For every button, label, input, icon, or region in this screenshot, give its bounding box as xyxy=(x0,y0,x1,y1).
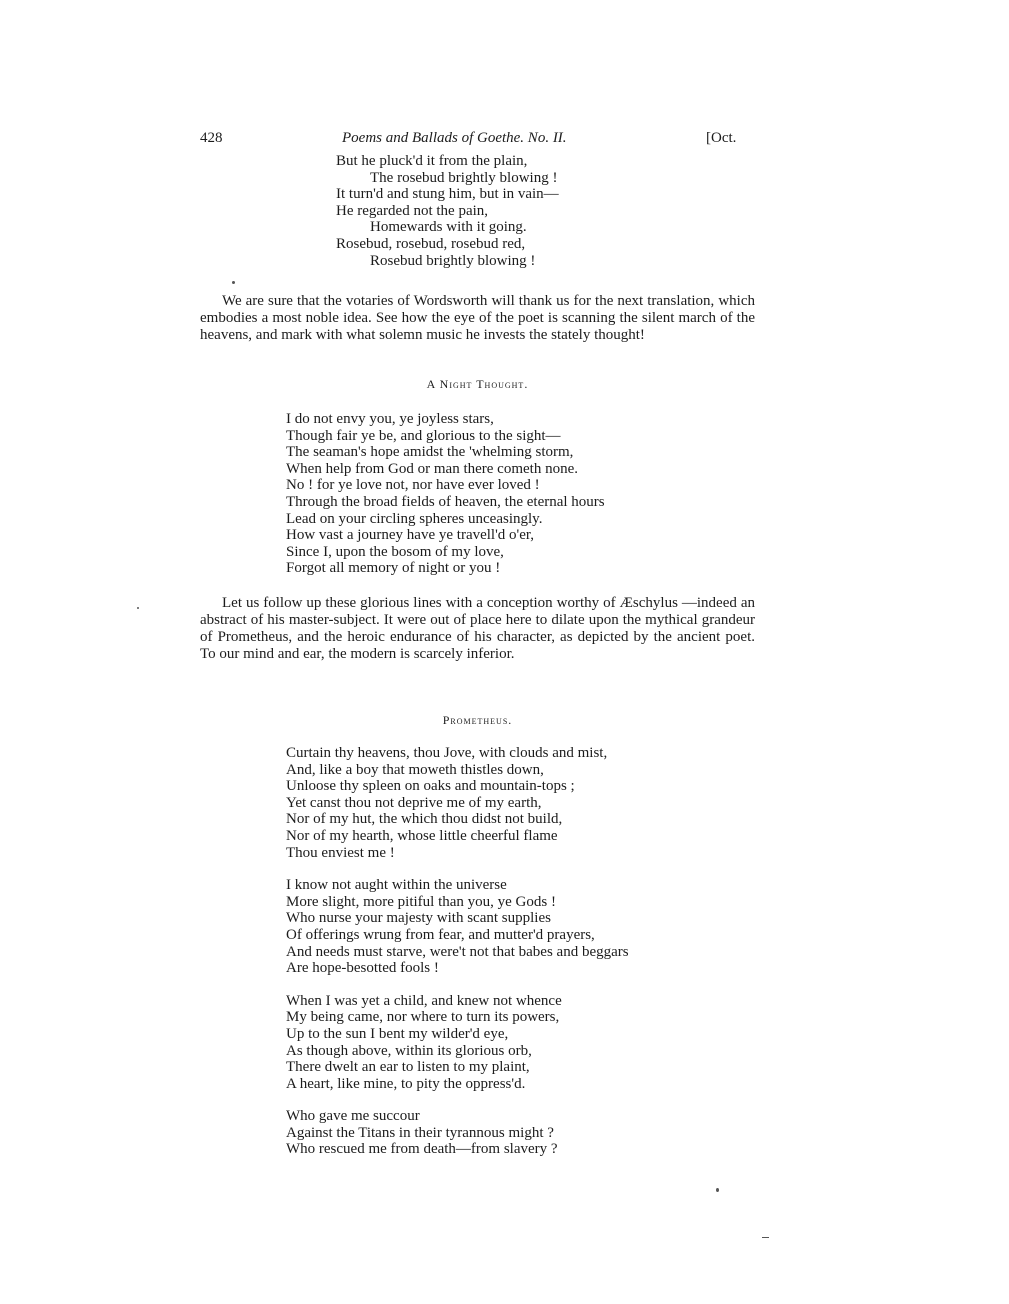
poem-stanza xyxy=(286,745,629,861)
poem-line: Since I, upon the bosom of my love, xyxy=(286,543,504,560)
poem-line: Unloose thy spleen on oaks and mountain-tops ; xyxy=(286,778,575,795)
poem-stanza xyxy=(286,1108,629,1158)
poem-line: Though fair ye be, and glorious to the sight— xyxy=(286,427,561,444)
poem-line: Nor of my hut, the which thou didst not build, xyxy=(286,811,563,828)
poem-line: How vast a journey have ye travell'd o'er, xyxy=(286,527,535,544)
poem-line: There dwelt an ear to listen to my plaint, xyxy=(286,1059,530,1076)
poem-line: Who rescued me from death—from slavery ? xyxy=(286,1141,558,1158)
poem-line: Rosebud, rosebud, rosebud red, xyxy=(336,235,526,252)
poem-line: Rosebud brightly blowing ! xyxy=(370,252,536,269)
poem-line: Curtain thy heavens, thou Jove, with clouds and mist, xyxy=(286,745,608,761)
poem-line: Against the Titans in their tyrannous might ? xyxy=(286,1124,554,1141)
rosebud-poem xyxy=(336,153,559,269)
poem-line: A heart, like mine, to pity the oppress'd. xyxy=(286,1075,526,1092)
paragraph-text: We are sure that the votaries of Wordsworth will thank us for the next translation, which embodies a most noble idea. See how the eye of the poet is scanning the silent march of the heavens, and mark with what solemn music he invests the stately thought! xyxy=(200,293,755,343)
poem-line: Are hope-besotted fools ! xyxy=(286,960,439,977)
poem-line: Forgot all memory of night or you ! xyxy=(286,560,501,577)
poem-stanza xyxy=(286,877,629,977)
print-speck xyxy=(232,281,235,284)
poem-line: It turn'd and stung him, but in vain— xyxy=(336,186,559,203)
night-thought-title: A Night Thought. xyxy=(426,377,529,391)
print-speck xyxy=(137,607,139,609)
night-thought-poem xyxy=(286,411,605,577)
poem-line: The seaman's hope amidst the 'whelming storm, xyxy=(286,444,574,461)
running-title: Poems and Ballads of Goethe. No. II. xyxy=(342,130,567,146)
poem-line: The rosebud brightly blowing ! xyxy=(370,169,558,186)
prometheus-title: Prometheus. xyxy=(442,713,513,727)
poem-line: Through the broad fields of heaven, the eternal hours xyxy=(286,493,605,510)
poem-line: More slight, more pitiful than you, ye Gods ! xyxy=(286,893,556,910)
poem-line: But he pluck'd it from the plain, xyxy=(336,153,528,169)
poem-line: I know not aught within the universe xyxy=(286,877,507,894)
poem-line: Thou enviest me ! xyxy=(286,844,395,861)
aeschylus-paragraph xyxy=(200,595,755,663)
print-speck xyxy=(716,1188,719,1192)
poem-line: I do not envy you, ye joyless stars, xyxy=(286,411,494,427)
intro-paragraph xyxy=(200,293,755,344)
page-number: 428 xyxy=(200,130,223,146)
poem-line: Homewards with it going. xyxy=(370,219,527,236)
poem-line: When help from God or man there cometh none. xyxy=(286,460,578,477)
poem-line: Who nurse your majesty with scant supplies xyxy=(286,910,551,927)
poem-line: Yet canst thou not deprive me of my earth, xyxy=(286,794,542,811)
paragraph-text: Let us follow up these glorious lines with a conception worthy of Æschylus —indeed an abstract of his master-subject. It were out of place here to dilate upon the mythical grandeur of Prometheus, and the heroic endurance of his character, as depicted by the ancient poet. To our mind and ear, the modern is scarcely inferior. xyxy=(200,595,755,662)
running-month: [Oct. xyxy=(706,130,737,146)
poem-line: My being came, nor where to turn its powers, xyxy=(286,1009,560,1026)
poem-line: Who gave me succour xyxy=(286,1108,420,1125)
poem-line: As though above, within its glorious orb, xyxy=(286,1042,532,1059)
poem-line: Lead on your circling spheres unceasingly. xyxy=(286,510,543,527)
prometheus-poem xyxy=(286,745,629,1174)
poem-line: And, like a boy that moweth thistles down, xyxy=(286,761,544,778)
print-speck xyxy=(762,1237,769,1238)
poem-line: He regarded not the pain, xyxy=(336,202,489,219)
poem-line: No ! for ye love not, nor have ever loved ! xyxy=(286,477,540,494)
poem-line: Nor of my hearth, whose little cheerful flame xyxy=(286,827,558,844)
poem-line: When I was yet a child, and knew not whence xyxy=(286,992,562,1009)
poem-stanza xyxy=(286,993,629,1093)
poem-line: And needs must starve, were't not that babes and beggars xyxy=(286,943,629,960)
poem-line: Of offerings wrung from fear, and mutter'd prayers, xyxy=(286,926,595,943)
poem-line: Up to the sun I bent my wilder'd eye, xyxy=(286,1025,509,1042)
